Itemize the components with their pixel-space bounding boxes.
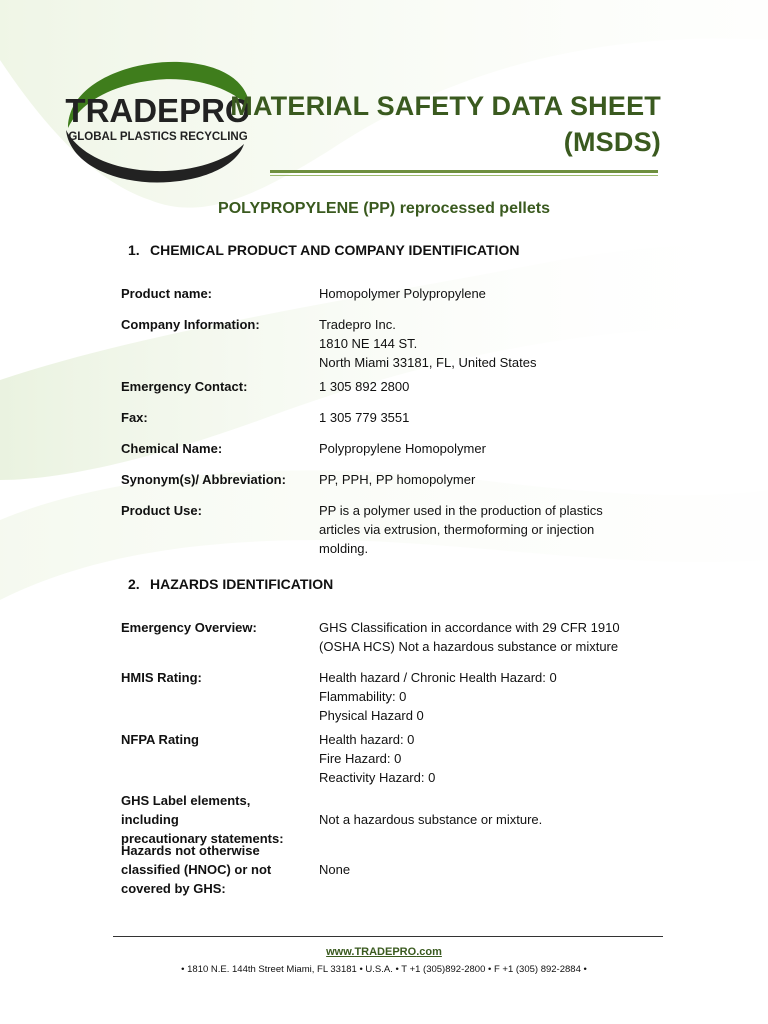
footer-website-link[interactable]: www.TRADEPRO.com bbox=[326, 946, 442, 958]
tradepro-logo bbox=[60, 58, 256, 188]
product-subtitle: POLYPROPYLENE (PP) reprocessed pellets bbox=[218, 200, 550, 217]
title-line-1: MATERIAL SAFETY DATA SHEET bbox=[230, 91, 661, 121]
title-divider-thin bbox=[270, 175, 658, 176]
section-2-heading: 2. HAZARDS IDENTIFICATION bbox=[128, 576, 334, 592]
title-divider bbox=[270, 170, 658, 173]
section-1-heading: 1. CHEMICAL PRODUCT AND COMPANY IDENTIFICATION bbox=[128, 242, 520, 258]
footer-address: • 1810 N.E. 144th Street Miami, FL 33181 • U.S.A. • T +1 (305)892-2800 • F +1 (305) 892-2884 • bbox=[181, 964, 587, 975]
document-title bbox=[230, 88, 661, 160]
svg-text:TRADEPRO: TRADEPRO bbox=[65, 92, 251, 129]
footer-divider bbox=[113, 936, 663, 937]
svg-text:GLOBAL PLASTICS RECYCLING: GLOBAL PLASTICS RECYCLING bbox=[68, 131, 248, 143]
title-line-2: (MSDS) bbox=[563, 127, 661, 157]
msds-page: TRADEPRO GLOBAL PLASTICS RECYCLING MATERIAL SAFETY DATA SHEET (MSDS) POLYPROPYLENE (PP) reprocessed pellets 1. CHEMICAL PRODUCT AND COMPANY IDENTIFICATION Product name: Homopolymer Polypropylene Company Information: Tradepro Inc. 1810 NE 144 ST. North Miami 33181, FL, United States Emergency Contact: 1 305 892 2800 Fax: 1 305 779 3551 Chemical Name: Polypropylene Homopolymer Synonym(s)/ Abbreviation: PP, PPH, PP homopolymer Product Use: PP is a polymer used in the production of plastics articles via extrusion, thermoforming or injection molding. 2. HAZARDS IDENTIFICATION Emergency Overview: GHS Classification in accordance with 29 CFR 1910 (OSHA HCS) Not a hazardous substance or mixture HMIS Rating: Health hazard / Chronic Health Hazard: 0 Flammability: 0 Physical Hazard 0 NFPA Rating Health hazard: 0 Fire Hazard: 0 Reactivity Hazard: 0 GHS Label elements, including precautionary statements: Not a hazardous substance or mixture. Hazards not otherwise classified (HNOC) or not covered by GHS: None www.TRADEPRO.com • 1810 N.E. 144th Street Miami, FL 33181 • U.S.A. • T +1 (305)892-2800 • F +1 (305) 892-2884 • bbox=[0, 0, 768, 1024]
